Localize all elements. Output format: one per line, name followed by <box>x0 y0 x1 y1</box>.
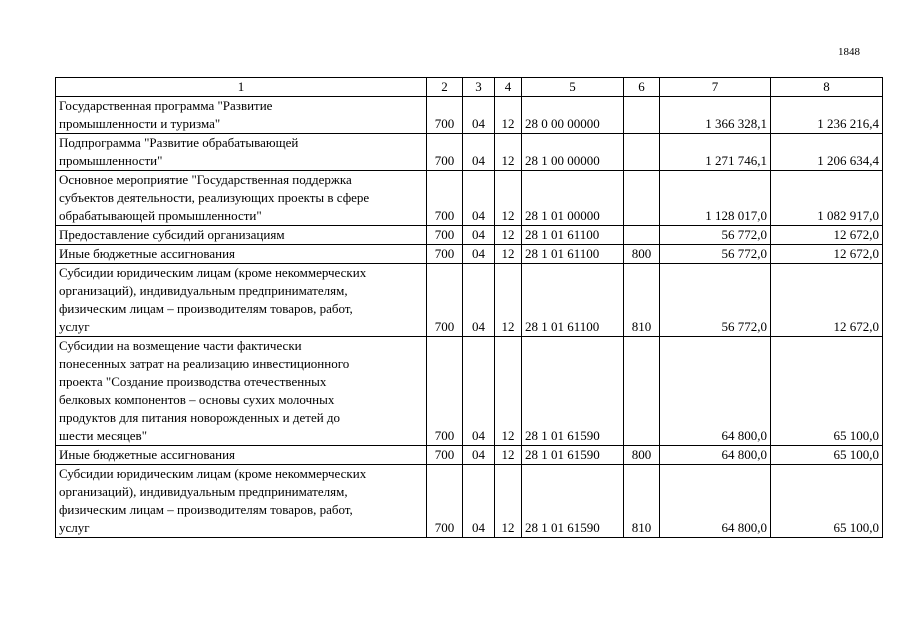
item-name-line: обрабатывающей промышленности" <box>59 208 262 223</box>
item-name-cell <box>56 264 427 337</box>
target-article-code-cell: 28 1 01 61100 <box>522 264 624 337</box>
target-article-code-cell: 28 0 00 00000 <box>522 97 624 134</box>
section-code-cell: 700 <box>427 97 463 134</box>
subsection-code-cell: 04 <box>463 97 495 134</box>
subsection-code-cell: 04 <box>463 245 495 264</box>
table-row <box>56 465 883 538</box>
amount-year2-cell: 65 100,0 <box>771 446 883 465</box>
target-article-code-cell: 28 1 01 00000 <box>522 171 624 226</box>
expense-type-code-cell <box>624 226 660 245</box>
item-name-cell <box>56 245 427 264</box>
item-name-line: Субсидии юридическим лицам (кроме некоммерческих <box>59 265 367 280</box>
page-number: 1848 <box>838 46 860 58</box>
section-code-cell: 700 <box>427 245 463 264</box>
expense-type-code-cell <box>624 134 660 171</box>
section-code-cell: 700 <box>427 337 463 446</box>
subsection-code-cell: 04 <box>463 171 495 226</box>
item-name-cell <box>56 226 427 245</box>
expense-type-code-cell <box>624 97 660 134</box>
item-name-cell <box>56 465 427 538</box>
target-article-code-cell: 28 1 00 00000 <box>522 134 624 171</box>
section-code-cell: 700 <box>427 134 463 171</box>
column-header-4: 4 <box>495 78 522 97</box>
item-name-line: услуг <box>59 520 90 535</box>
subsection2-code-cell: 12 <box>495 446 522 465</box>
section-code-cell: 700 <box>427 171 463 226</box>
budget-table <box>55 77 883 538</box>
amount-year2-cell: 1 082 917,0 <box>771 171 883 226</box>
table-row <box>56 134 883 171</box>
subsection2-code-cell: 12 <box>495 134 522 171</box>
table-row <box>56 97 883 134</box>
amount-year1-cell: 64 800,0 <box>660 465 771 538</box>
subsection-code-cell: 04 <box>463 446 495 465</box>
table-row <box>56 226 883 245</box>
expense-type-code-cell: 800 <box>624 446 660 465</box>
item-name-line: организаций), индивидуальным предпринимателям, <box>59 283 348 298</box>
column-header-7: 7 <box>660 78 771 97</box>
item-name-cell <box>56 171 427 226</box>
subsection-code-cell: 04 <box>463 226 495 245</box>
item-name-cell <box>56 134 427 171</box>
amount-year1-cell: 1 128 017,0 <box>660 171 771 226</box>
amount-year1-cell: 56 772,0 <box>660 226 771 245</box>
subsection2-code-cell: 12 <box>495 465 522 538</box>
subsection2-code-cell: 12 <box>495 337 522 446</box>
section-code-cell: 700 <box>427 446 463 465</box>
item-name-line: Иные бюджетные ассигнования <box>59 246 236 261</box>
amount-year1-cell: 56 772,0 <box>660 264 771 337</box>
subsection2-code-cell: 12 <box>495 97 522 134</box>
item-name-line: Иные бюджетные ассигнования <box>59 447 236 462</box>
amount-year1-cell: 1 271 746,1 <box>660 134 771 171</box>
item-name-line: Подпрограмма "Развитие обрабатывающей <box>59 135 299 150</box>
amount-year2-cell: 1 206 634,4 <box>771 134 883 171</box>
budget-table-body <box>56 78 883 538</box>
expense-type-code-cell <box>624 337 660 446</box>
target-article-code-cell: 28 1 01 61590 <box>522 446 624 465</box>
item-name-line: белковых компонентов – основы сухих молочных <box>59 392 335 407</box>
item-name-line: шести месяцев" <box>59 428 148 443</box>
item-name-line: промышленности" <box>59 153 163 168</box>
item-name-line: субъектов деятельности, реализующих проекты в сфере <box>59 190 370 205</box>
amount-year1-cell: 1 366 328,1 <box>660 97 771 134</box>
subsection-code-cell: 04 <box>463 465 495 538</box>
table-row <box>56 337 883 446</box>
item-name-line: физическим лицам – производителям товаров, работ, <box>59 301 353 316</box>
item-name-cell <box>56 446 427 465</box>
column-header-8: 8 <box>771 78 883 97</box>
amount-year1-cell: 64 800,0 <box>660 337 771 446</box>
subsection2-code-cell: 12 <box>495 264 522 337</box>
column-header-2: 2 <box>427 78 463 97</box>
subsection-code-cell: 04 <box>463 337 495 446</box>
section-code-cell: 700 <box>427 226 463 245</box>
item-name-line: услуг <box>59 319 90 334</box>
amount-year2-cell: 65 100,0 <box>771 465 883 538</box>
item-name-line: организаций), индивидуальным предпринимателям, <box>59 484 348 499</box>
item-name-line: Основное мероприятие "Государственная поддержка <box>59 172 352 187</box>
subsection-code-cell: 04 <box>463 264 495 337</box>
amount-year2-cell: 12 672,0 <box>771 226 883 245</box>
expense-type-code-cell: 810 <box>624 264 660 337</box>
expense-type-code-cell <box>624 171 660 226</box>
target-article-code-cell: 28 1 01 61100 <box>522 245 624 264</box>
section-code-cell: 700 <box>427 264 463 337</box>
subsection-code-cell: 04 <box>463 134 495 171</box>
target-article-code-cell: 28 1 01 61100 <box>522 226 624 245</box>
amount-year1-cell: 64 800,0 <box>660 446 771 465</box>
item-name-line: продуктов для питания новорожденных и детей до <box>59 410 341 425</box>
item-name-line: понесенных затрат на реализацию инвестиционного <box>59 356 350 371</box>
column-header-6: 6 <box>624 78 660 97</box>
subsection2-code-cell: 12 <box>495 226 522 245</box>
amount-year1-cell: 56 772,0 <box>660 245 771 264</box>
table-row <box>56 446 883 465</box>
expense-type-code-cell: 800 <box>624 245 660 264</box>
item-name-line: Субсидии юридическим лицам (кроме некоммерческих <box>59 466 367 481</box>
subsection2-code-cell: 12 <box>495 171 522 226</box>
column-header-5: 5 <box>522 78 624 97</box>
expense-type-code-cell: 810 <box>624 465 660 538</box>
amount-year2-cell: 65 100,0 <box>771 337 883 446</box>
item-name-line: проекта "Создание производства отечественных <box>59 374 327 389</box>
item-name-cell <box>56 97 427 134</box>
column-header-3: 3 <box>463 78 495 97</box>
item-name-line: Государственная программа "Развитие <box>59 98 273 113</box>
column-number-row <box>56 78 883 97</box>
item-name-line: Субсидии на возмещение части фактически <box>59 338 302 353</box>
item-name-line: физическим лицам – производителям товаров, работ, <box>59 502 353 517</box>
table-row <box>56 264 883 337</box>
item-name-line: Предоставление субсидий организациям <box>59 227 285 242</box>
item-name-cell <box>56 337 427 446</box>
section-code-cell: 700 <box>427 465 463 538</box>
item-name-line: промышленности и туризма" <box>59 116 221 131</box>
amount-year2-cell: 12 672,0 <box>771 245 883 264</box>
target-article-code-cell: 28 1 01 61590 <box>522 337 624 446</box>
table-row <box>56 245 883 264</box>
amount-year2-cell: 1 236 216,4 <box>771 97 883 134</box>
table-row <box>56 171 883 226</box>
amount-year2-cell: 12 672,0 <box>771 264 883 337</box>
subsection2-code-cell: 12 <box>495 245 522 264</box>
target-article-code-cell: 28 1 01 61590 <box>522 465 624 538</box>
column-header-1: 1 <box>56 78 427 97</box>
